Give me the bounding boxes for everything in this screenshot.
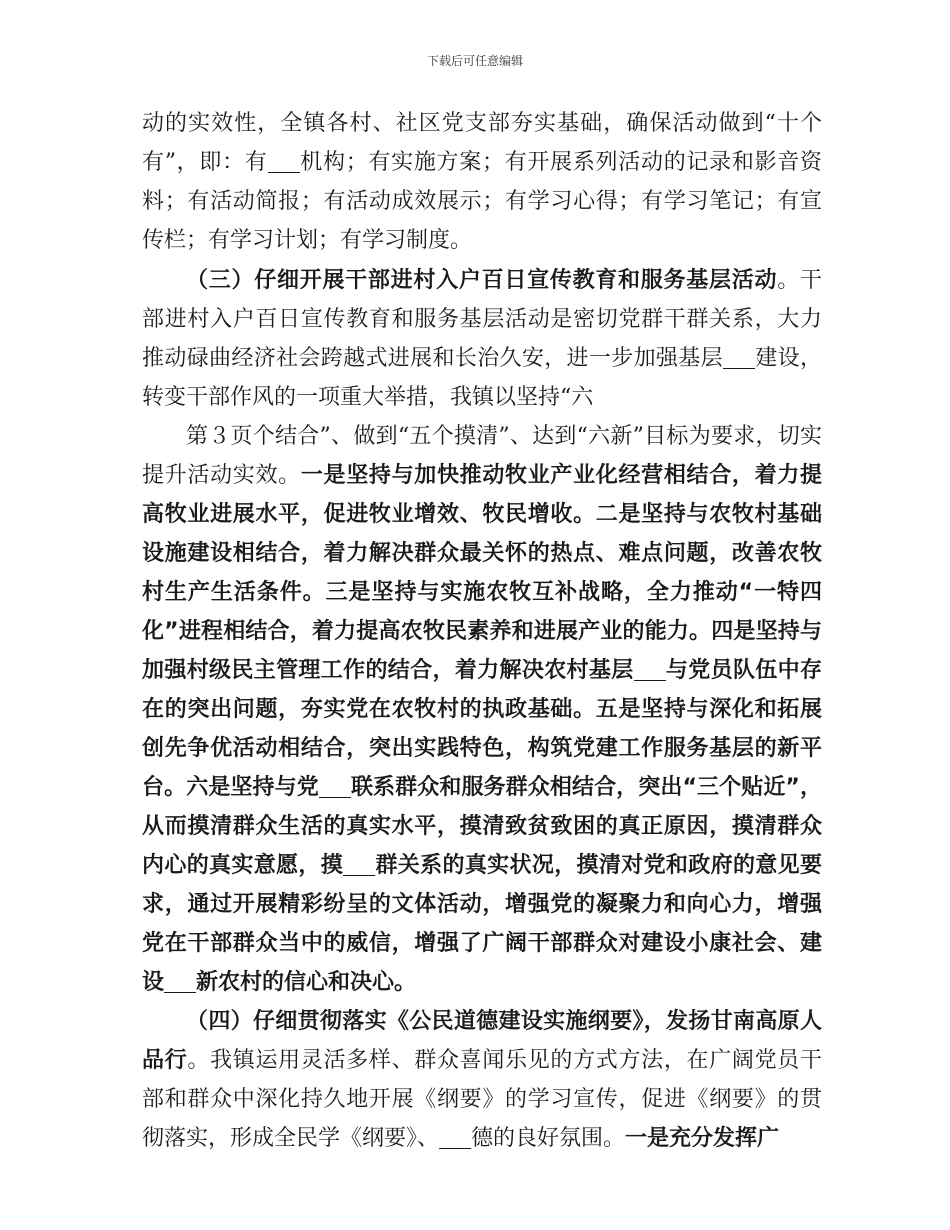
blank-underline [164, 968, 196, 993]
p4-point-1: 一是充分发挥广 [625, 1126, 780, 1151]
p1-text-b: 机构；有实施方案；有开展系列活动的记录和影音资料；有活动简报；有活动成效展示；有学习心得；有学习笔记；有宣传栏；有学习计划；有学习制度。 [142, 150, 822, 253]
paragraph-2 [142, 261, 822, 417]
paragraph-4 [142, 1002, 822, 1158]
p3-point-2: 二是坚持与农牧村基础设施建设相结合，着力解决群众最关怀的热点、难点问题，改善农牧村生产生活条件。 [142, 502, 822, 605]
header-note: 下载后可任意编辑 [426, 54, 523, 68]
p3-point-6c: 群关系的真实状况，摸清对党和政府的意见要求，通过开展精彩纷呈的文体活动，增强党的凝聚力和向心力，增强党在干部群众当中的威信，增强了广阔干部群众对建设小康社会、建设 [142, 853, 822, 995]
p4-text-b: 德的良好氛围。 [471, 1126, 626, 1151]
p2-text-b: 建设，转变干部作风的一项重大举措，我镇以坚持“六 [142, 346, 822, 410]
section-3-heading: （三）仔细开展干部进村入户百日宣传教育和服务基层活动 [186, 268, 778, 293]
document-body [142, 104, 822, 1158]
p3-point-5: 五是坚持与深化和拓展创先争优活动相结合，突出实践特色，构筑党建工作服务基层的新平台。 [142, 697, 822, 800]
section-4-heading: （四）仔细贯彻落实《公民道德建设实施纲要》，发扬甘南高原人品行 [142, 1009, 822, 1073]
paragraph-3 [142, 417, 822, 1002]
p1-text-a: 动的实效性，全镇各村、社区党支部夯实基础，确保活动做到“十个有”，即：有 [142, 111, 822, 175]
p3-point-3: 三是坚持与实施农牧互补战略，全力推动“一特四化”进程相结合，着力提高农牧民素养和进展产业的能力。 [142, 580, 822, 644]
p3-text-a: 第３页个结合”、做到“五个摸清”、达到“六新”目标为要求，切实提升活动实效。 [142, 424, 822, 488]
blank-underline [439, 1124, 471, 1149]
blank-underline [343, 851, 375, 876]
p3-point-4b: 与党员队伍中存在的突出问题，夯实党在农牧村的执政基础。 [142, 658, 822, 722]
blank-underline [319, 773, 351, 798]
p3-point-6a: 六是坚持与党 [186, 775, 319, 800]
p3-point-6b: 联系群众和服务群众相结合，突出“三个贴近”，从而摸清群众生活的真实水平，摸清致贫致困的真正原因，摸清群众内心的真实意愿，摸 [142, 775, 822, 878]
p4-text-a: 。我镇运用灵活多样、群众喜闻乐见的方式方法，在广阔党员干部和群众中深化持久地开展《纲要》的学习宣传，促进《纲要》的贯彻落实，形成全民学《纲要》、 [142, 1048, 822, 1151]
blank-underline [634, 656, 666, 681]
p3-point-6d: 新农村的信心和决心。 [196, 970, 417, 995]
p3-point-1: 一是坚持与加快推动牧业产业化经营相结合，着力提高牧业进展水平，促进牧业增效、牧民增收。 [142, 463, 822, 527]
p2-text-a: 。干部进村入户百日宣传教育和服务基层活动是密切党群干群关系，大力推动碌曲经济社会跨越式进展和长治久安，进一步加强基层 [142, 268, 822, 371]
p3-point-4a: 四是坚持与加强村级民主管理工作的结合，着力解决农村基层 [142, 619, 822, 683]
blank-underline [268, 148, 300, 173]
paragraph-1 [142, 104, 822, 260]
blank-underline [723, 344, 755, 369]
